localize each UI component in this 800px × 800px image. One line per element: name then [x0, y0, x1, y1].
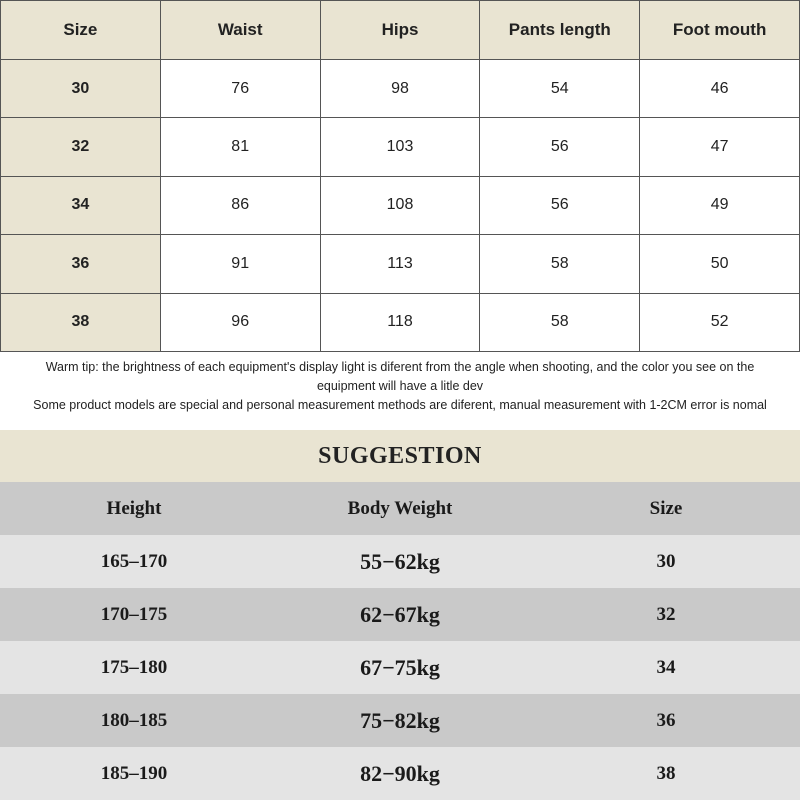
size-cell: 32	[1, 118, 161, 176]
header-body-weight: Body Weight	[347, 497, 453, 519]
foot-mouth-cell: 47	[640, 118, 800, 176]
waist-cell: 86	[160, 176, 320, 234]
size-cell: 30	[1, 60, 161, 118]
foot-mouth-cell: 49	[640, 176, 800, 234]
suggestion-title: SUGGESTION	[0, 430, 800, 482]
suggestion-panel	[0, 430, 800, 800]
list-item	[0, 747, 800, 800]
table-row	[1, 235, 800, 293]
size-cell: 34	[656, 656, 676, 678]
pants-length-cell: 56	[480, 118, 640, 176]
height-cell: 170–175	[100, 603, 168, 625]
height-cell: 185–190	[100, 762, 168, 784]
list-item	[0, 588, 800, 641]
warm-tip-notes	[0, 358, 800, 415]
waist-cell: 76	[160, 60, 320, 118]
foot-mouth-cell: 52	[640, 293, 800, 351]
waist-cell: 96	[160, 293, 320, 351]
list-item	[0, 535, 800, 588]
hips-cell: 113	[320, 235, 480, 293]
foot-mouth-cell: 46	[640, 60, 800, 118]
size-cell: 36	[1, 235, 161, 293]
hips-cell: 98	[320, 60, 480, 118]
waist-cell: 91	[160, 235, 320, 293]
weight-cell: 75−82kg	[360, 707, 440, 733]
weight-cell: 62−67kg	[360, 601, 440, 627]
weight-cell: 82−90kg	[360, 760, 440, 786]
suggestion-header-row	[0, 482, 800, 535]
pants-length-cell: 58	[480, 235, 640, 293]
header-pants-length: Pants length	[480, 1, 640, 60]
header-foot-mouth: Foot mouth	[640, 1, 800, 60]
hips-cell: 118	[320, 293, 480, 351]
pants-length-cell: 54	[480, 60, 640, 118]
size-table	[0, 0, 800, 352]
height-cell: 180–185	[100, 709, 168, 731]
size-cell: 34	[1, 176, 161, 234]
header-waist: Waist	[160, 1, 320, 60]
waist-cell: 81	[160, 118, 320, 176]
table-row	[1, 118, 800, 176]
weight-cell: 55−62kg	[360, 548, 440, 574]
header-size: Size	[1, 1, 161, 60]
table-row	[1, 176, 800, 234]
size-cell: 38	[1, 293, 161, 351]
size-cell: 38	[656, 762, 676, 784]
height-cell: 175–180	[100, 656, 168, 678]
weight-cell: 67−75kg	[360, 654, 440, 680]
warm-tip-line: Warm tip: the brightness of each equipment's display light is diferent from the angle when shooting, and the color you see on the equipment will have a litle dev	[45, 360, 755, 393]
pants-length-cell: 56	[480, 176, 640, 234]
size-cell: 32	[656, 603, 676, 625]
pants-length-cell: 58	[480, 293, 640, 351]
header-size: Size	[649, 497, 683, 519]
hips-cell: 103	[320, 118, 480, 176]
header-height: Height	[106, 497, 162, 519]
size-table-header-row	[1, 1, 800, 60]
hips-cell: 108	[320, 176, 480, 234]
table-row	[1, 60, 800, 118]
height-cell: 165–170	[100, 550, 168, 572]
size-cell: 30	[656, 550, 676, 572]
measurement-note-line: Some product models are special and personal measurement methods are diferent, manual measurement with 1-2CM error is nomal	[33, 398, 767, 412]
foot-mouth-cell: 50	[640, 235, 800, 293]
header-hips: Hips	[320, 1, 480, 60]
list-item	[0, 641, 800, 694]
size-cell: 36	[656, 709, 676, 731]
table-row	[1, 293, 800, 351]
list-item	[0, 694, 800, 747]
